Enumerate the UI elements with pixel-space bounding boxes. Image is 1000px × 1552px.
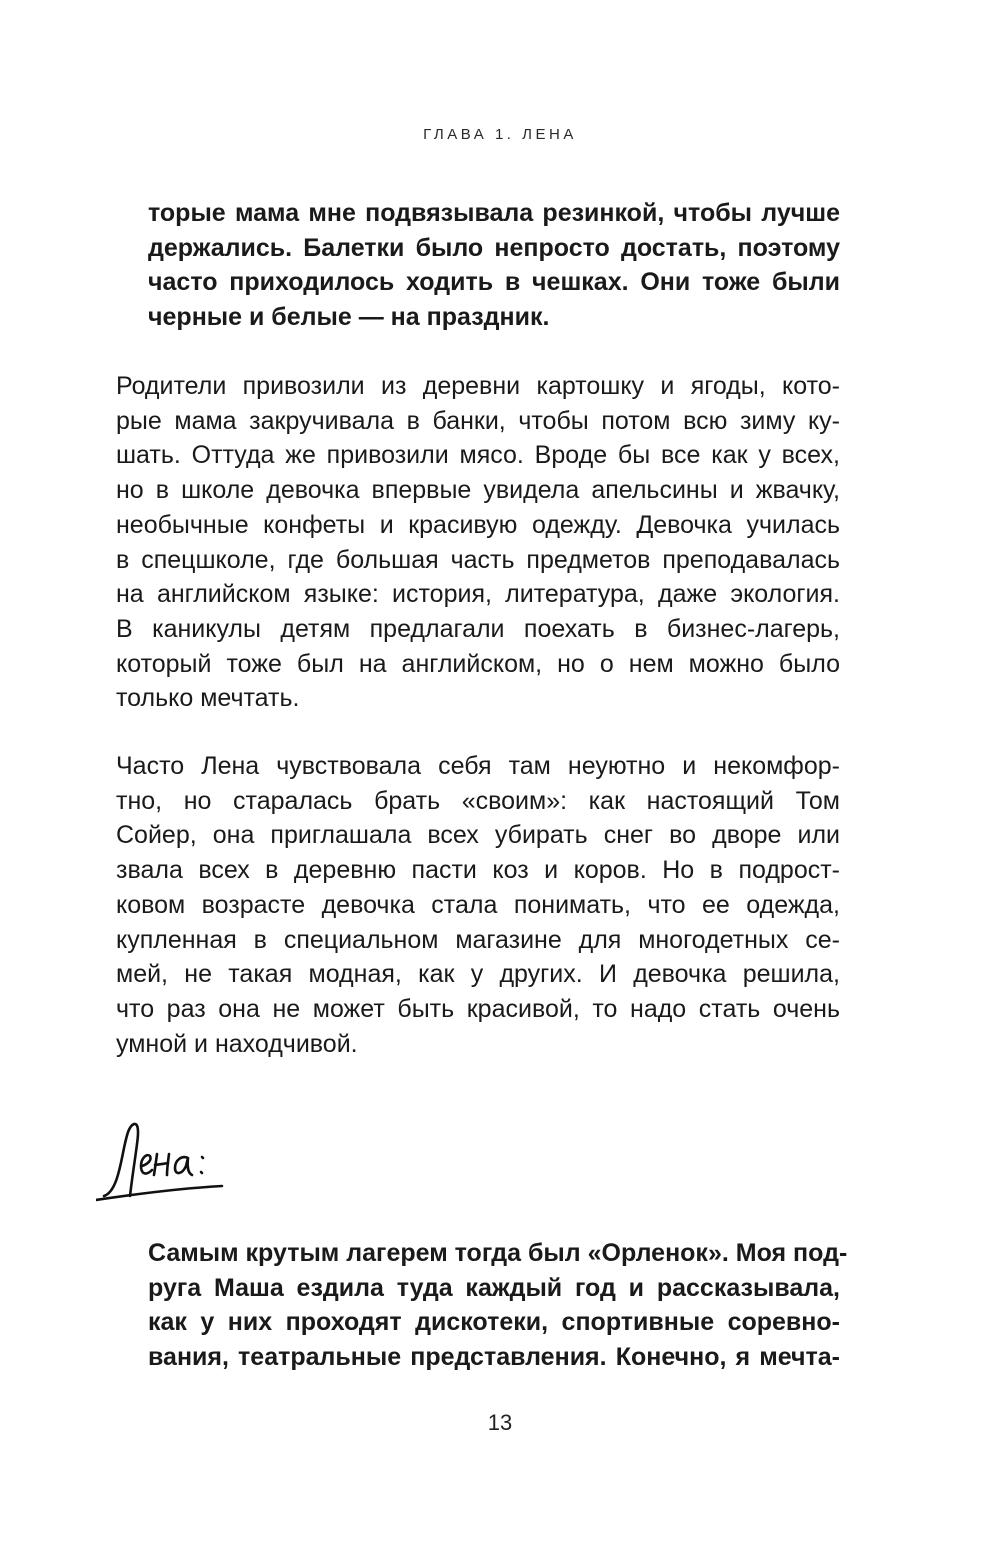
running-header: ГЛАВА 1. ЛЕНА <box>423 126 577 143</box>
text-line: черные и белые — на праздник. <box>148 303 550 332</box>
text-line: Сойер, она приглашала всех убирать снег во дворе или <box>116 821 840 850</box>
page-number: 13 <box>487 1410 513 1435</box>
text-line: Самым крутым лагерем тогда был «Орленок». Моя под- <box>148 1239 848 1267</box>
body-paragraph-2 <box>116 749 840 1061</box>
text-line: вания, театральные представления. Конечно, я мечта- <box>148 1343 840 1372</box>
text-line: звала всех в деревню пасти коз и коров. Но в подрост- <box>116 856 840 885</box>
text-line: в спецшколе, где большая часть предметов преподавалась <box>116 545 840 574</box>
text-line: руга Маша ездила туда каждый год и рассказывала, <box>148 1273 840 1302</box>
text-line: который тоже был на английском, но о нем можно было <box>116 649 840 678</box>
text-line: шать. Оттуда же привозили мясо. Вроде бы все как у всех, <box>116 441 840 470</box>
text-line: В каникулы детям предлагали поехать в бизнес-лагерь, <box>116 614 840 643</box>
text-line: держались. Балетки было непросто достать, поэтому <box>148 233 840 262</box>
text-line: мей, не такая модная, как у других. И девочка решила, <box>116 960 840 989</box>
text-line: торые мама мне подвязывала резинкой, чтобы лучше <box>148 199 840 227</box>
text-line: тно, но старалась брать «своим»: как настоящий Том <box>116 786 840 815</box>
text-line: но в школе девочка впервые увидела апельсины и жвачку, <box>116 476 840 505</box>
text-line: Часто Лена чувствовала себя там неуютно и некомфор- <box>116 752 840 780</box>
text-line: часто приходилось ходить в чешках. Они тоже были <box>148 268 840 297</box>
handwritten-signature <box>96 1108 236 1208</box>
text-line: ковом возрасте девочка стала понимать, что ее одежда, <box>116 890 840 919</box>
text-line: Родители привозили из деревни картошку и ягоды, кото- <box>116 372 840 400</box>
text-line: рые мама закручивала в банки, чтобы потом всю зиму ку- <box>116 406 840 435</box>
text-line: на английском языке: история, литература, даже экология. <box>116 580 840 609</box>
text-line: необычные конфеты и красивую одежду. Девочка училась <box>116 510 840 539</box>
quote-block-2 <box>148 1236 848 1375</box>
body-paragraph-1 <box>116 369 840 716</box>
text-line: умной и находчивой. <box>116 1029 358 1058</box>
text-line: только мечтать. <box>116 684 300 713</box>
text-line: как у них проходят дискотеки, спортивные соревно- <box>148 1308 840 1337</box>
text-line: купленная в специальном магазине для многодетных се- <box>116 925 840 954</box>
text-line: что раз она не может быть красивой, то надо стать очень <box>116 994 840 1023</box>
quote-block-1 <box>148 196 840 335</box>
